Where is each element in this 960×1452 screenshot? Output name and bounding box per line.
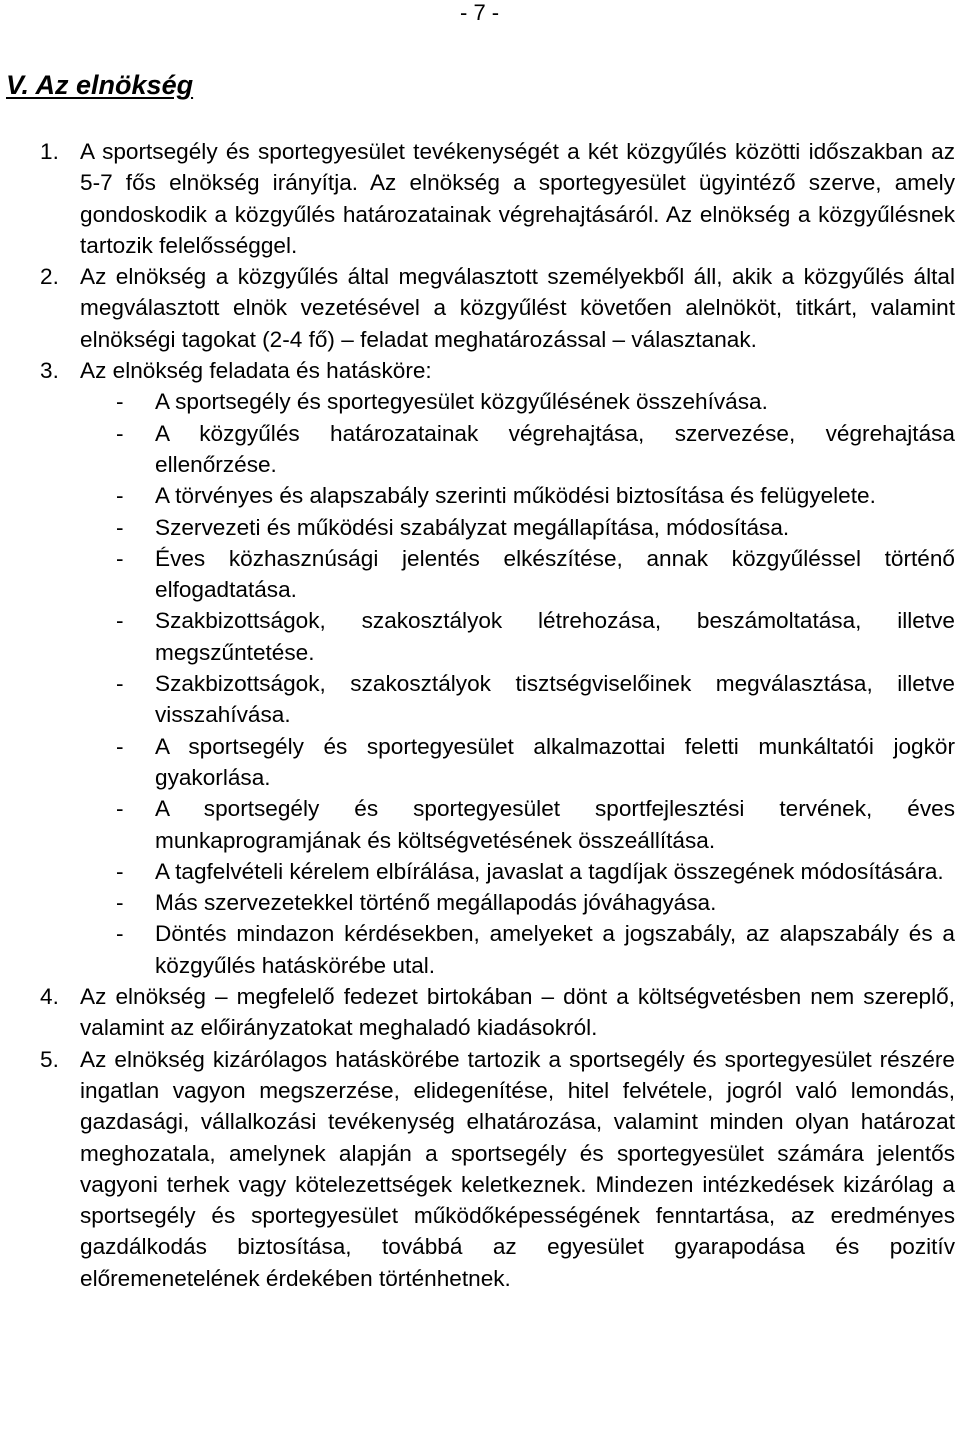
dash-marker: - (116, 545, 124, 571)
list-item-text: A tagfelvételi kérelem elbírálása, javaslat a tagdíjak összegének módosítására. (155, 858, 944, 884)
item-text: Az elnökség – megfelelő fedezet birtokában – dönt a költségvetésben nem szereplő, valamint az előirányzatokat meghaladó kiadásokról. (80, 984, 955, 1041)
numbered-item-3 (40, 355, 955, 386)
document-body (0, 136, 960, 1294)
list-item-text: Döntés mindazon kérdésekben, amelyeket a jogszabály, az alapszabály és a közgyűlés hatáskörébe utal. (155, 921, 955, 978)
list-item (116, 418, 955, 481)
list-item-text: A közgyűlés határozatainak végrehajtása, szervezése, végrehajtása ellenőrzése. (155, 420, 955, 477)
list-item (116, 480, 955, 511)
list-item (116, 856, 955, 887)
list-item (116, 543, 955, 606)
list-item (116, 605, 955, 668)
dash-marker: - (116, 514, 124, 540)
list-item (116, 512, 955, 543)
list-item-text: Éves közhasznúsági jelentés elkészítése, annak közgyűléssel történő elfogadtatása. (155, 545, 955, 603)
list-item (116, 731, 955, 794)
list-item-text: A sportsegély és sportegyesület sportfejlesztési tervének, éves munkaprogramjának és költségvetésének összeállítása. (155, 796, 955, 853)
page-number: - 7 - (460, 0, 500, 25)
section-heading: V. Az elnökség (6, 70, 194, 100)
list-item-text: Szakbizottságok, szakosztályok tisztségviselőinek megválasztása, illetve visszahívása. (155, 671, 955, 728)
item-text: Az elnökség kizárólagos hatáskörébe tartozik a sportsegély és sportegyesület részére ingatlan vagyon megszerzése, elidegenítése, hitel felvétele, jogról való lemondás, gazdasági, vállalkozási tevékenység elhatározása, valamint minden olyan határozat meghozatala, amelynek alapján a sportsegély és sportegyesület számára jelentős vagyoni terhek vagy kötelezettségek keletkeznek. Mindezen intézkedések kizárólag a sportsegély és sportegyesület működőképességének fenntartása, az eredményes gazdálkodás biztosítása, továbbá az egyesület gyarapodása és pozitív előremenetelének érdekében történhetnek. (80, 1046, 955, 1291)
list-item-text: A sportsegély és sportegyesület alkalmazottai feletti munkáltatói jogkör gyakorlása. (155, 733, 955, 790)
list-item (116, 887, 955, 918)
dash-marker: - (116, 671, 124, 697)
dash-marker: - (116, 608, 124, 634)
item-number: 4. (40, 984, 59, 1010)
numbered-item-4 (40, 981, 955, 1044)
dash-marker: - (116, 796, 124, 822)
item-text: A sportsegély és sportegyesület tevékenységét a két közgyűlés közötti időszakban az 5-7 fős elnökség irányítja. Az elnökség a sportegyesület ügyintéző szerve, amely gondoskodik a közgyűlés határozatainak végrehajtásáról. Az elnökség a közgyűlésnek tartozik felelősséggel. (80, 139, 955, 258)
item-text: Az elnökség a közgyűlés által megválasztott személyekből áll, akik a közgyűlés által megválasztott elnök vezetésével a közgyűlést követően alelnököt, titkárt, valamint elnökségi tagokat (2-4 fő) – feladat meghatározással – választanak. (80, 264, 955, 352)
dash-marker: - (116, 733, 124, 759)
dash-marker: - (116, 389, 124, 415)
numbered-item-2 (40, 261, 955, 355)
list-item-text: Szakbizottságok, szakosztályok létrehozása, beszámoltatása, illetve megszűntetése. (155, 608, 955, 665)
list-item (116, 668, 955, 731)
dash-marker: - (116, 858, 124, 884)
list-item (116, 386, 955, 417)
item-number: 2. (40, 264, 59, 290)
list-item-text: A sportsegély és sportegyesület közgyűlésének összehívása. (155, 389, 768, 415)
list-item-text: A törvényes és alapszabály szerinti működési biztosítása és felügyelete. (155, 483, 876, 509)
numbered-item-5 (40, 1044, 955, 1294)
dash-marker: - (116, 890, 124, 916)
duties-list (0, 386, 960, 981)
dash-marker: - (116, 420, 124, 446)
item-number: 5. (40, 1046, 59, 1072)
list-item (116, 918, 955, 981)
item-number: 3. (40, 358, 59, 384)
list-item (116, 793, 955, 856)
item-number: 1. (40, 139, 59, 164)
list-item-text: Más szervezetekkel történő megállapodás jóváhagyása. (155, 890, 717, 916)
dash-marker: - (116, 483, 124, 509)
dash-marker: - (116, 921, 124, 947)
numbered-item-1 (40, 136, 955, 261)
item-text: Az elnökség feladata és hatásköre: (80, 358, 432, 384)
list-item-text: Szervezeti és működési szabályzat megállapítása, módosítása. (155, 514, 790, 540)
